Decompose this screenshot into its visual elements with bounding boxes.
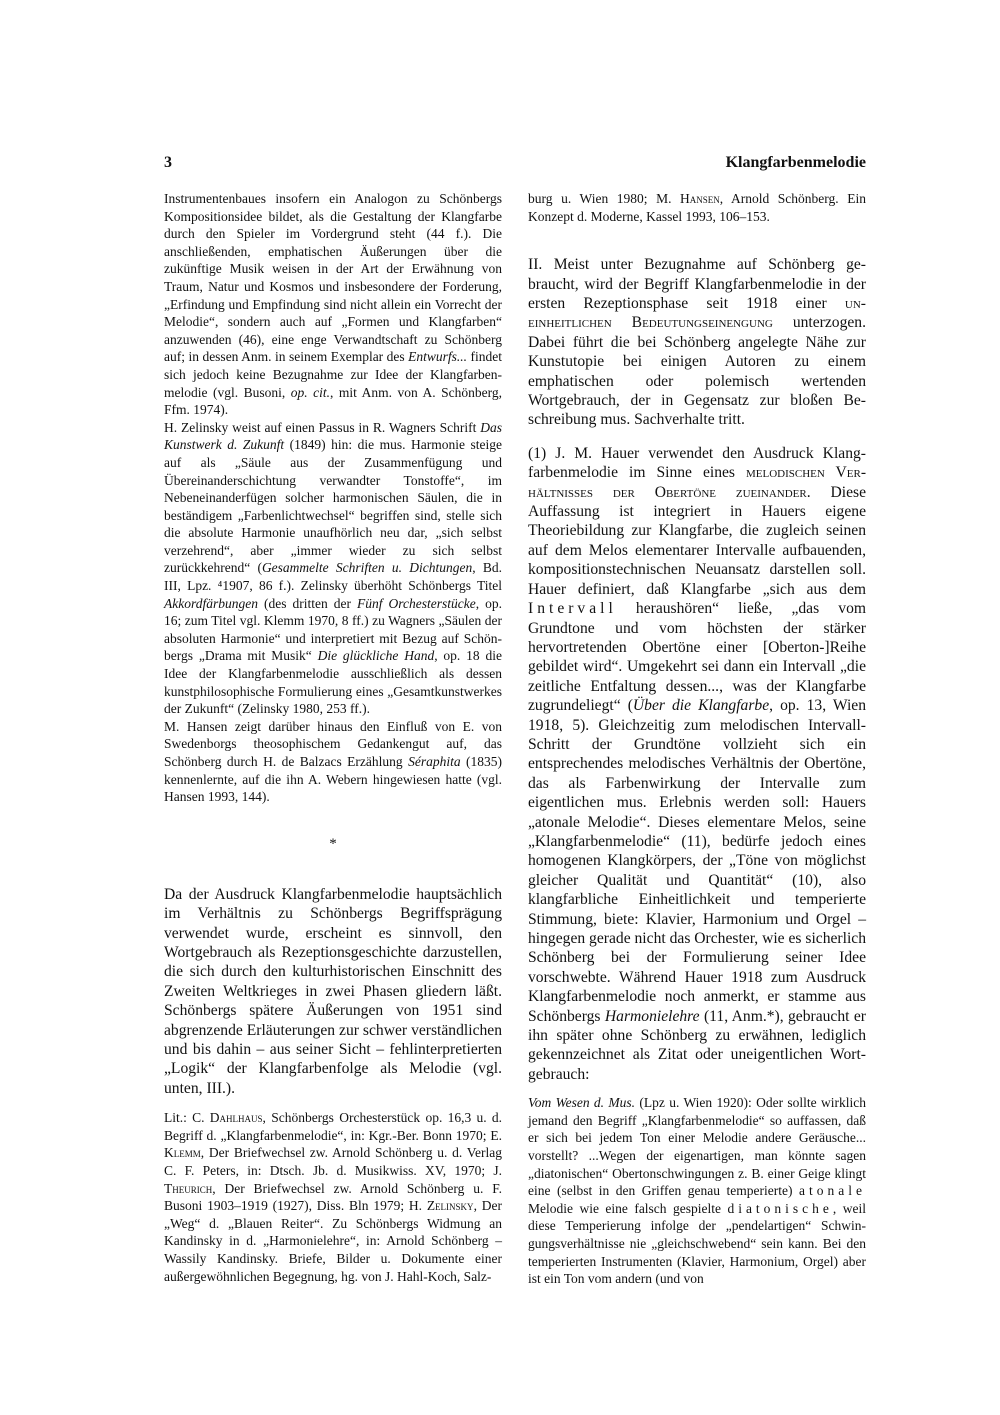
right-column [528,190,866,1288]
left-column [164,190,502,1285]
paragraph-busoni: Instrumentenbaues insofern ein Analogon zu Schönbergs Kompositionsidee bildet, als die Gestaltung der Klangfarbe durch den Spieler im Vordergrund steht (44 f.). Die anschließenden, emphatischen Äußerungen über die zukünftige Musik weisen in der Art der Erwähnung von Traum, Natur und Kosmos und insbesondere der Forderung, „Erfindung und Empfindung sind nicht allein ein Vorrecht der Melodie“, sondern auch auf „Formen und Klangfarben“ anzuwenden (46), eine enge Verwandtschaft zu Schönberg auf; in dessen Anm. in seinem Exemplar des Entwurfs... findet sich jedoch keine Bezugnahme zur Idee der Klangfarbenmelodie (vgl. Busoni, op. cit., mit Anm. von A. Schönberg, Ffm. 1974). [164,191,502,418]
literature-references: Lit.: C. Dahlhaus, Schönbergs Orchesterstück op. 16,3 u. d. Begriff d. „Klangfarbenmelodie“, in: Kgr.-Ber. Bonn 1970; E. Klemm, Der Briefwechsel zw. Arnold Schönberg u. d. Verlag C. F. Peters, in: Dtsch. Jb. d. Musikwiss. XV, 1970; J. Theurich, Der Briefwechsel zw. Arnold Schönberg u. F. Busoni 1903–1919 (1927), Diss. Bln 1979; H. Zelinsky, Der „Weg“ d. „Blauen Reiter“. Zu Schönbergs Widmung an Kandinsky in d. „Harmonielehre“, in: Arnold Schönberg – Wassily Kandinsky. Briefe, Bilder u. Dokumente einer außergewöhnlichen Begegnung, hg. von J. Hahl-Koch, Salz- [164,1110,502,1284]
section-ii: II. Meist unter Bezugnahme auf Schönberg gebraucht, wird der Begriff Klangfarbenmelodie in der ersten Rezeptionsphase seit 1918 einer uneinheitlichen Bedeutungseinengung unterzogen. Dabei führt die bei Schönberg angelegte Nähe zur Kunstutopie bei einigen Autoren zu einem emphatischen oder polemisch wertenden Wortgebrauch, der in Gegensatz zur bloßen Beschreibung mus. Sachverhalte tritt. [528,256,866,429]
paragraph-zelinsky: H. Zelinsky weist auf einen Passus in R. Wagners Schrift Das Kunstwerk d. Zukunft (1849) hin: die mus. Harmonie steige auf als „Säule aus der Zusammenfügung und Übereinanderschichtung verwandter Tonstoffe“, im Nebeneinanderfügen solcher harmonischen Säulen, die in beständigem „Farbenlichtwechsel“ begriffen sind, stelle sich die absolute Harmonie unaufhörlich neu dar, „sich selbst verzehrend“, aber „immer wieder zu sich selbst zurückkehrend“ (Gesammelte Schriften u. Dichtungen, Bd. III, Lpz. ⁴1907, 86 f.). Zelinsky überhöht Schönbergs Titel Akkordfärbungen (des dritten der Fünf Orchesterstücke, op. 16; zum Titel vgl. Klemm 1970, 8 ff.) zu Wagners „Säulen der absoluten Harmonie“ und interpretiert mit Bezug auf Schönbergs „Drama mit Musik“ Die glückliche Hand, op. 18 die Idee der Klangfarbenmelodie ausschließlich als dessen kunstphilosophische Formulierung eines „Gesamtkunstwerkes der Zukunft“ (Zelinsky 1980, 253 ff.). [164,419,503,717]
running-header [164,154,866,178]
literature-continued: burg u. Wien 1980; M. Hansen, Arnold Schönberg. Ein Konzept d. Moderne, Kassel 1993, 106–153. [528,191,866,224]
section-separator: * [329,835,337,852]
paragraph-intro: Da der Ausdruck Klangfarbenmelodie hauptsächlich im Verhältnis zu Schönbergs Begriffsprägung verwendet wurde, erscheint es sinnvoll, den Wortgebrauch als Rezeptionsgeschichte darzustellen, die sich durch den kulturhistorischen Einschnitt des Zweiten Weltkrieges in zwei Phasen gliedern läßt. Schönbergs spätere Äußerungen von 1951 sind abgrenzende Erläuterungen zur schwer verständlichen und bis dahin – aus seiner Sicht – fehlinterpretierten „Logik“ der Klangfarbenfolge als Melodie (vgl. unten, III.). [164,885,502,1097]
running-title: Klangfarbenmelodie [725,154,866,171]
paragraph-hansen: M. Hansen zeigt darüber hinaus den Einfluß von E. von Swedenborgs theosophischem Gedankengut auf, das Schönberg durch H. de Balzacs Erzählung Séraphita (1835) kennenlernte, auf die ihn A. Webern hingewiesen hatte (vgl. Hansen 1993, 144). [164,718,502,805]
quotation-vom-wesen: Vom Wesen d. Mus. (Lpz u. Wien 1920): Oder sollte wirklich jemand den Begriff „Klangfarbenmelodie“ so auffassen, daß er sich bei jedem Ton einer Melodie andere Geräusche... vorstellt? ...Wegen der eigenartigen, man könnte sagen „diatonischen“ Obertonschwingungen z. B. einer Geige klingt eine (selbst in den Griffen genau temperierte) atonale Melodie wie eine falsch gespielte diatonische, weil diese Temperierung infolge der „pendelartigen“ Schwingungsverhältnisse nie „gleichschwebend“ sein kann. Bei den temperierten Instrumenten (Klavier, Harmonium, Orgel) aber ist ein Ton vom andern (und von [528,1095,867,1287]
page-number: 3 [164,154,172,171]
paragraph-hauer: (1) J. M. Hauer verwendet den Ausdruck Klangfarbenmelodie im Sinne eines melodischen Verhältnisses der Obertöne zueinander. Diese Auffassung ist integriert in Hauers eigene Theoriebildung zur Klangfarbe, die zugleich seinen auf dem Melos elementarer Intervalle aufbauenden, kompositionstechnischen Neuansatz darstellen soll. Hauer definiert, daß Klangfarbe „sich aus dem Intervall heraushören“ ließe, „das vom Grundtone und vom höchsten der stärker hervortretenden Obertöne einer [Oberton-]Reihe gebildet wird“. Umgekehrt sei dann ein Intervall „die zeitliche Entfaltung dessen..., was der Klangfarbe zugrundeliegt“ (Über die Klangfarbe, op. 13, Wien 1918, 5). Gleichzeitig zum melodischen Intervall-Schritt der Grundtöne vollzieht sich ein entsprechendes melodisches Verhältnis der Obertöne, das als Farbenwirkung der Intervalle zum eigentlichen mus. Erlebnis werden soll: Hauers „atonale Melodie“. Dieses elementare Melos, seine „Klangfarbenmelodie“ (11), bedürfe jedoch eines homogenen Klangkörpers, der „Töne von möglichst gleicher Qualität und Quantität“ (10), also klangfarbliche Einheitlichkeit und temperierte Stimmung, biete: Klavier, Harmonium und Orgel – hingegen gerade nicht das Orchester, wie es sicherlich Schönberg bei der Formulierung seiner Idee vorschwebte. Während Hauer 1918 zum Ausdruck Klangfarbenmelodie noch anmerkt, er stamme aus Schönbergs Harmonielehre (11, Anm.*), gebraucht er ihn später ohne Schönberg zu erwähnen, lediglich gekennzeichnet als Zitat oder uneigentlichen Wortgebrauch: [528,444,867,1083]
